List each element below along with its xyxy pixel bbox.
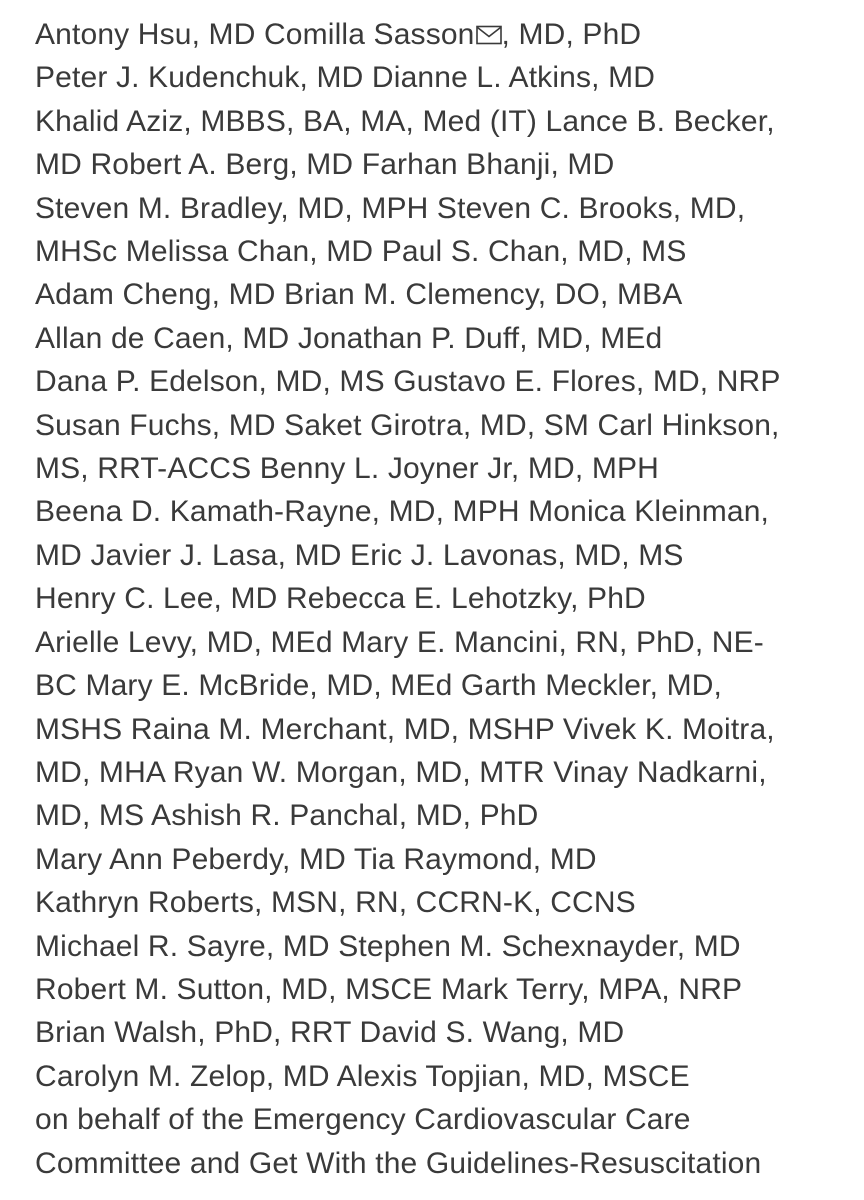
author-line: BC Mary E. McBride, MD, MEd Garth Meckler, MD, <box>35 669 723 703</box>
author-line-1-before-icon: Antony Hsu, MD Comilla Sasson <box>35 18 475 51</box>
author-line: MD Javier J. Lasa, MD Eric J. Lavonas, MD, MS <box>35 538 684 572</box>
author-line: MD Robert A. Berg, MD Farhan Bhanji, MD <box>35 148 615 182</box>
author-line: Robert M. Sutton, MD, MSCE Mark Terry, MPA, NRP <box>35 972 743 1006</box>
author-line: Peter J. Kudenchuk, MD Dianne L. Atkins, MD <box>35 61 656 95</box>
author-line: Brian Walsh, PhD, RRT David S. Wang, MD <box>35 1016 625 1050</box>
author-line: MS, RRT-ACCS Benny L. Joyner Jr, MD, MPH <box>35 452 659 486</box>
author-line-1-after-icon: , MD, PhD <box>501 18 642 51</box>
author-line: Beena D. Kamath-Rayne, MD, MPH Monica Kleinman, <box>35 495 770 529</box>
author-line: Kathryn Roberts, MSN, RN, CCRN-K, CCNS <box>35 886 636 920</box>
author-line: MSHS Raina M. Merchant, MD, MSHP Vivek K. Moitra, <box>35 712 775 746</box>
author-line: Khalid Aziz, MBBS, BA, MA, Med (IT) Lance B. Becker, <box>35 104 775 138</box>
author-line: Henry C. Lee, MD Rebecca E. Lehotzky, PhD <box>35 582 646 616</box>
affiliation-line: Committee and Get With the Guidelines-Resuscitation <box>35 1146 762 1180</box>
author-line: Arielle Levy, MD, MEd Mary E. Mancini, RN, PhD, NE- <box>35 625 764 659</box>
author-line: MHSc Melissa Chan, MD Paul S. Chan, MD, MS <box>35 235 687 269</box>
author-line: Michael R. Sayre, MD Stephen M. Schexnayder, MD <box>35 929 741 963</box>
author-line: Steven M. Bradley, MD, MPH Steven C. Brooks, MD, <box>35 191 746 225</box>
mail-icon[interactable] <box>476 25 502 45</box>
author-line: MD, MS Ashish R. Panchal, MD, PhD <box>35 799 539 833</box>
author-line: Dana P. Edelson, MD, MS Gustavo E. Flores, MD, NRP <box>35 365 781 399</box>
author-line: Carolyn M. Zelop, MD Alexis Topjian, MD, MSCE <box>35 1059 690 1093</box>
author-line: Susan Fuchs, MD Saket Girotra, MD, SM Carl Hinkson, <box>35 408 780 442</box>
author-line: Mary Ann Peberdy, MD Tia Raymond, MD <box>35 842 597 876</box>
author-line-1 <box>35 13 855 56</box>
author-line: Adam Cheng, MD Brian M. Clemency, DO, MBA <box>35 278 683 312</box>
affiliation-line: on behalf of the Emergency Cardiovascular Care <box>35 1103 691 1137</box>
author-list <box>35 13 855 1185</box>
author-line: Allan de Caen, MD Jonathan P. Duff, MD, MEd <box>35 321 663 355</box>
author-line: MD, MHA Ryan W. Morgan, MD, MTR Vinay Nadkarni, <box>35 755 767 789</box>
